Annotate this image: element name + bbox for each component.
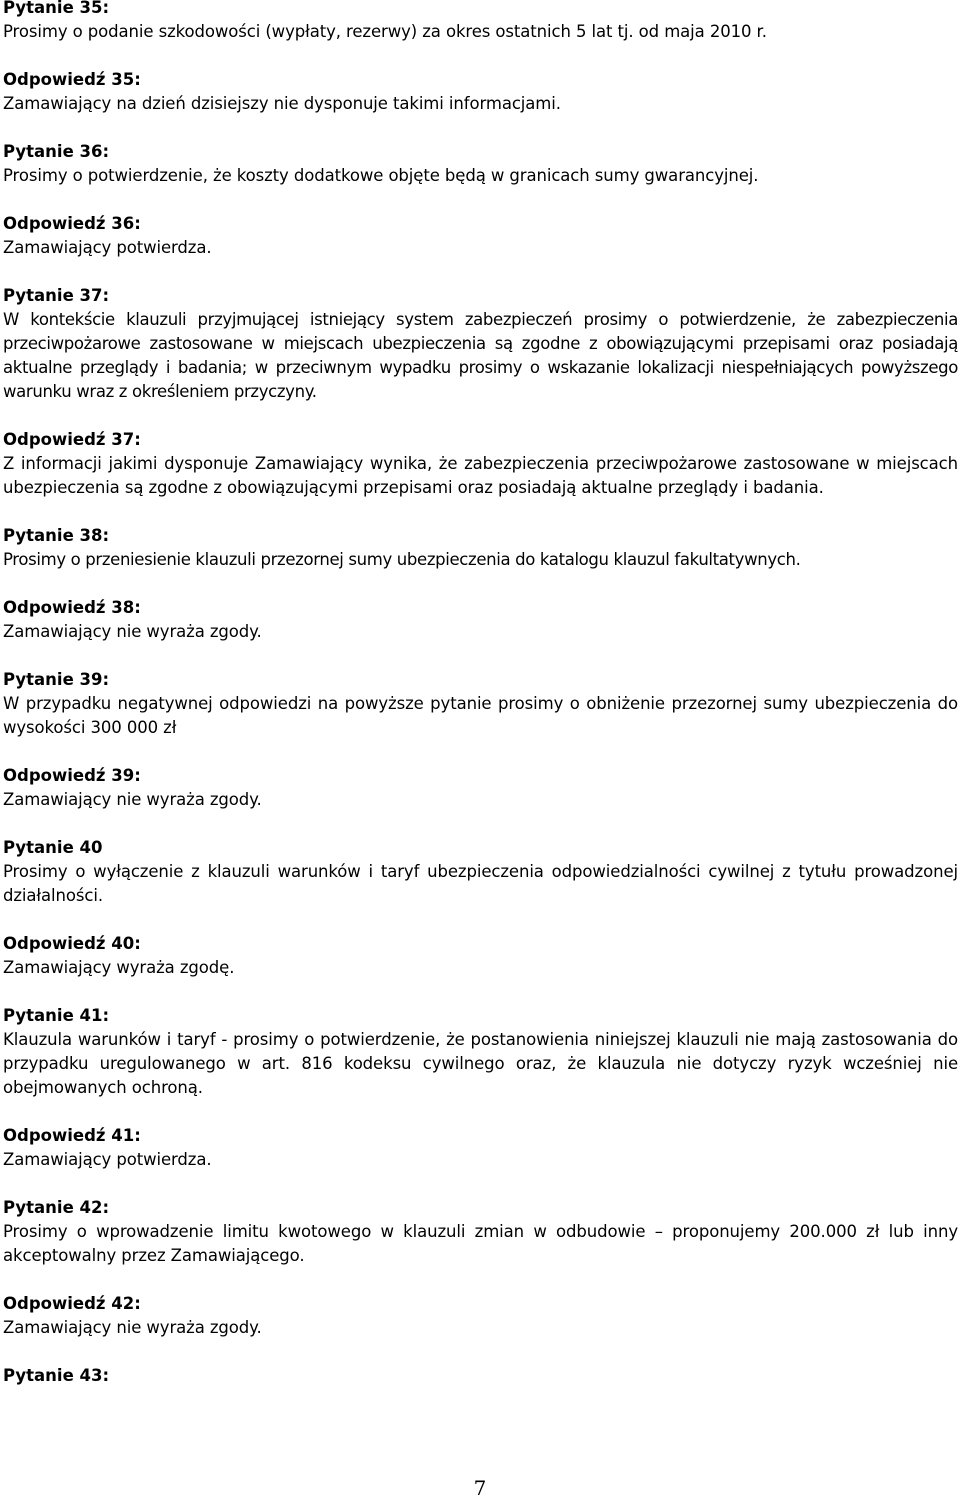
question-heading: Pytanie 35: — [3, 0, 110, 17]
answer-35 — [3, 68, 958, 116]
question-text: Prosimy o przeniesienie klauzuli przezornej sumy ubezpieczenia do katalogu klauzul fakultatywnych. — [3, 550, 801, 569]
answer-text: Zamawiający na dzień dzisiejszy nie dysponuje takimi informacjami. — [3, 94, 561, 113]
question-heading: Pytanie 40 — [3, 838, 103, 857]
question-43 — [3, 1364, 958, 1388]
answer-text: Zamawiający nie wyraża zgody. — [3, 790, 262, 809]
answer-38 — [3, 596, 958, 644]
answer-heading: Odpowiedź 36: — [3, 214, 141, 233]
document-body — [3, 0, 958, 1412]
question-heading: Pytanie 37: — [3, 286, 110, 305]
question-heading: Pytanie 43: — [3, 1366, 110, 1385]
answer-37 — [3, 428, 958, 500]
question-heading: Pytanie 36: — [3, 142, 110, 161]
question-text: Prosimy o wyłączenie z klauzuli warunków i taryf ubezpieczenia odpowiedzialności cywilnej z tytułu prowadzonej działalności. — [3, 862, 958, 905]
answer-39 — [3, 764, 958, 812]
answer-heading: Odpowiedź 35: — [3, 70, 141, 89]
question-40 — [3, 836, 958, 908]
question-41 — [3, 1004, 958, 1100]
answer-text: Zamawiający nie wyraża zgody. — [3, 622, 262, 641]
answer-41 — [3, 1124, 958, 1172]
question-heading: Pytanie 38: — [3, 526, 110, 545]
question-text: W przypadku negatywnej odpowiedzi na powyższe pytanie prosimy o obniżenie przezornej sumy ubezpieczenia do wysokości 300 000 zł — [3, 694, 958, 737]
question-text: W kontekście klauzuli przyjmującej istniejący system zabezpieczeń prosimy o potwierdzenie, że zabezpieczenia przeciwpożarowe zastosowane w miejscach ubezpieczenia są zgodne z obowiązującymi przepisami oraz posiadają aktualne przeglądy i badania; w przeciwnym wypadku prosimy o wskazanie lokalizacji niespełniających powyższego warunku wraz z określeniem przyczyny. — [3, 310, 958, 401]
answer-heading: Odpowiedź 42: — [3, 1294, 141, 1313]
answer-heading: Odpowiedź 37: — [3, 430, 141, 449]
question-text: Klauzula warunków i taryf - prosimy o potwierdzenie, że postanowienia niniejszej klauzuli nie mają zastosowania do przypadku uregulowanego w art. 816 kodeksu cywilnego oraz, że klauzula nie dotyczy ryzyk wcześniej nie obejmowanych ochroną. — [3, 1030, 958, 1097]
answer-text: Zamawiający potwierdza. — [3, 238, 212, 257]
answer-heading: Odpowiedź 41: — [3, 1126, 141, 1145]
question-36 — [3, 140, 958, 188]
question-text: Prosimy o podanie szkodowości (wypłaty, rezerwy) za okres ostatnich 5 lat tj. od maja 2010 r. — [3, 22, 767, 41]
question-heading: Pytanie 39: — [3, 670, 110, 689]
answer-heading: Odpowiedź 39: — [3, 766, 141, 785]
question-heading: Pytanie 42: — [3, 1198, 110, 1217]
question-39 — [3, 668, 958, 740]
answer-text: Z informacji jakimi dysponuje Zamawiający wynika, że zabezpieczenia przeciwpożarowe zastosowane w miejscach ubezpieczenia są zgodne z obowiązującymi przepisami oraz posiadają aktualne przeglądy i badania. — [3, 454, 958, 497]
answer-42 — [3, 1292, 958, 1340]
answer-40 — [3, 932, 958, 980]
question-35 — [3, 0, 958, 44]
question-38 — [3, 524, 958, 572]
question-42 — [3, 1196, 958, 1268]
answer-heading: Odpowiedź 40: — [3, 934, 141, 953]
answer-text: Zamawiający nie wyraża zgody. — [3, 1318, 262, 1337]
page-number: 7 — [473, 1476, 487, 1500]
answer-36 — [3, 212, 958, 260]
answer-text: Zamawiający wyraża zgodę. — [3, 958, 235, 977]
answer-heading: Odpowiedź 38: — [3, 598, 141, 617]
question-text: Prosimy o potwierdzenie, że koszty dodatkowe objęte będą w granicach sumy gwarancyjnej. — [3, 166, 759, 185]
answer-text: Zamawiający potwierdza. — [3, 1150, 212, 1169]
question-text: Prosimy o wprowadzenie limitu kwotowego w klauzuli zmian w odbudowie – proponujemy 200.000 zł lub inny akceptowalny przez Zamawiającego. — [3, 1222, 958, 1265]
question-37 — [3, 284, 958, 404]
question-heading: Pytanie 41: — [3, 1006, 110, 1025]
